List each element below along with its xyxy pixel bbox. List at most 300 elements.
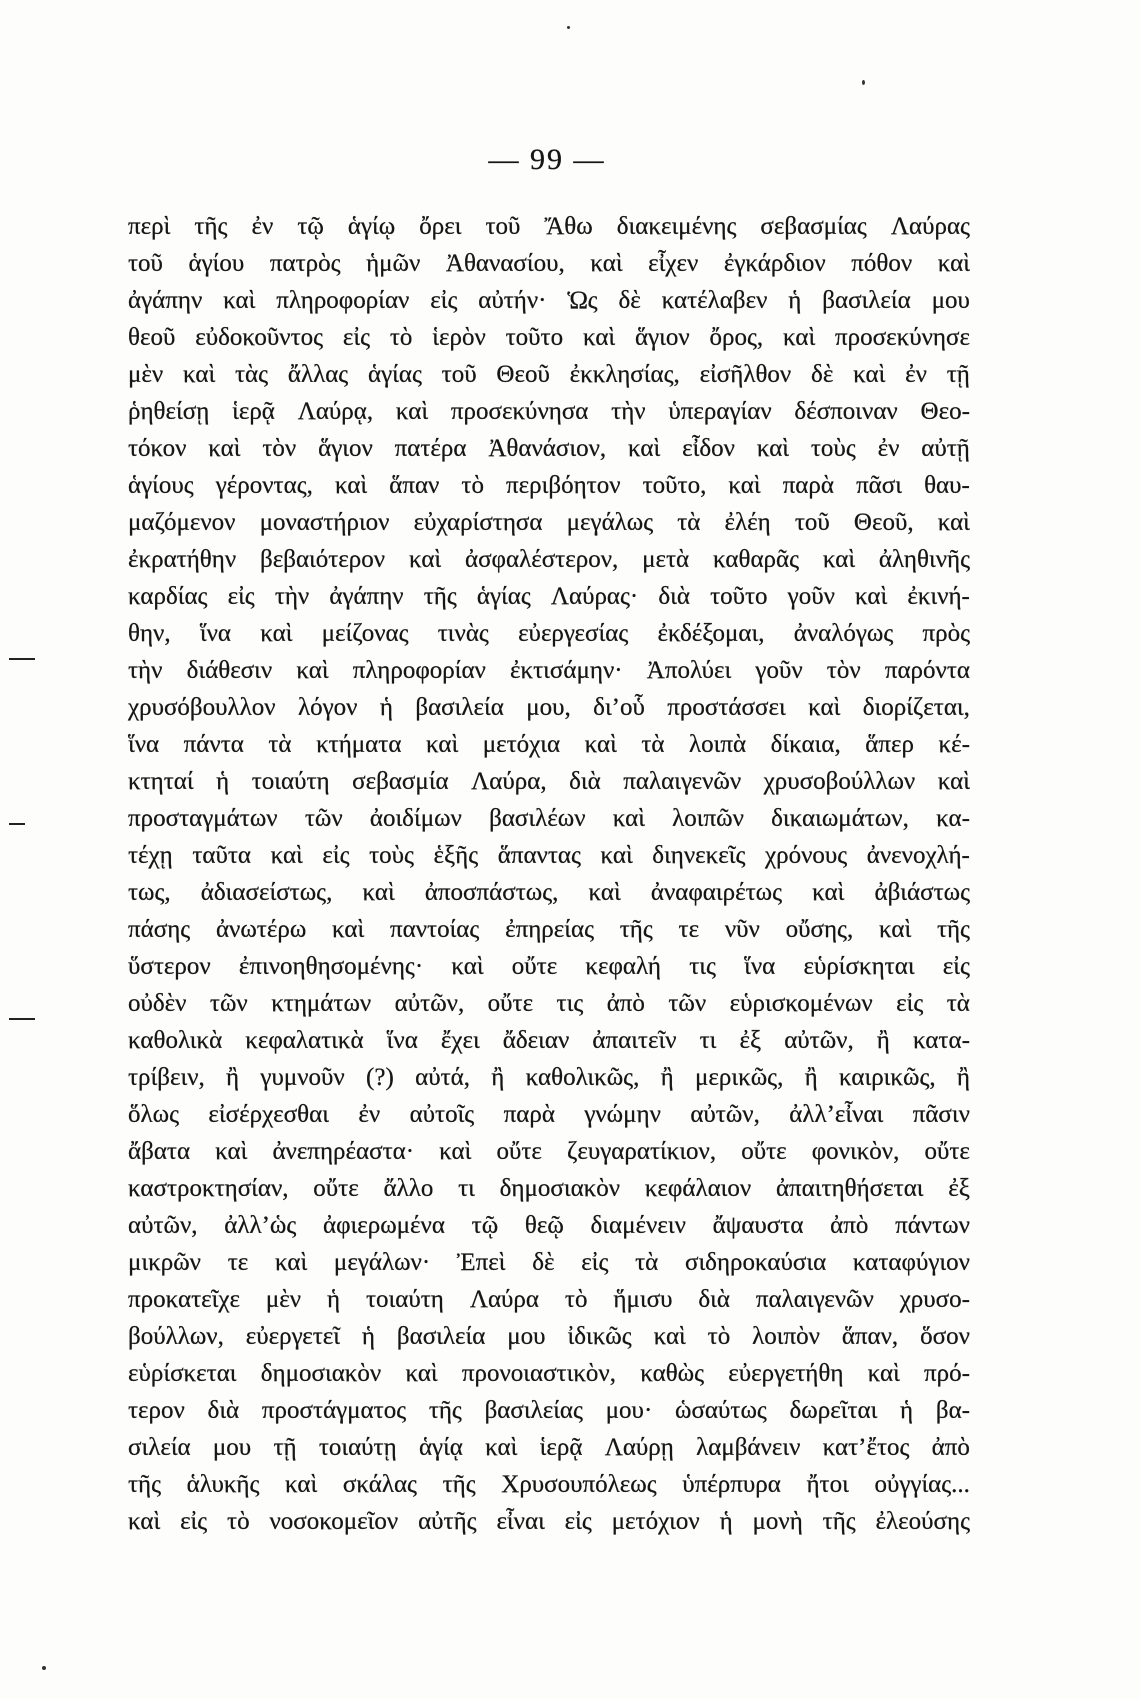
word: εἰς bbox=[896, 990, 924, 1017]
word: διάθεσιν bbox=[186, 657, 273, 684]
word: οὐγγίας... bbox=[874, 1471, 970, 1498]
word: προνοιαστικὸν, bbox=[461, 1360, 616, 1387]
text-line bbox=[128, 911, 970, 948]
word: ἐκινή- bbox=[907, 583, 970, 610]
word: ἢ bbox=[956, 1064, 970, 1091]
word: λόγον bbox=[297, 694, 358, 721]
word: προσεκύνησε bbox=[835, 324, 970, 351]
word: Λαύρα, bbox=[471, 768, 547, 795]
word: τοιαύτῃ bbox=[318, 1434, 397, 1461]
word: ἀληθινῆς bbox=[878, 546, 970, 573]
word: δικαιωμάτων, bbox=[771, 805, 909, 832]
word: ὅσον bbox=[920, 1323, 970, 1350]
word: πάντων bbox=[895, 1212, 970, 1239]
word: καὶ bbox=[128, 1508, 161, 1535]
word: παρὰ bbox=[782, 472, 834, 499]
word: τὰ bbox=[268, 731, 292, 758]
word: προστάγματος bbox=[261, 1397, 407, 1424]
text-line bbox=[128, 800, 970, 837]
text-line bbox=[128, 1133, 970, 1170]
word: ἀλλ’εἶναι bbox=[789, 1101, 884, 1128]
text-line bbox=[128, 356, 970, 393]
word: μετόχιον bbox=[611, 1508, 700, 1535]
word: βασιλεία bbox=[415, 694, 504, 721]
word: ῥηθείσῃ bbox=[128, 398, 210, 425]
word: ἀνενοχλή- bbox=[866, 842, 970, 869]
word: καθὼς bbox=[640, 1360, 705, 1387]
word: ἄλλο bbox=[383, 1175, 434, 1202]
word: ἡ bbox=[379, 694, 393, 721]
scan-speck bbox=[42, 1666, 46, 1670]
word: εἰς bbox=[180, 1508, 208, 1535]
word: ἄδειαν bbox=[502, 1027, 570, 1054]
word: σεβασμία bbox=[352, 768, 449, 795]
text-line bbox=[128, 578, 970, 615]
word: ἁγίας bbox=[476, 583, 531, 610]
word: πᾶσι bbox=[856, 472, 902, 499]
word: ὑπεραγίαν bbox=[668, 398, 772, 425]
word: κατ’ἔτος bbox=[822, 1434, 910, 1461]
word: πληροφορίαν bbox=[276, 287, 410, 314]
word: θαυ- bbox=[924, 472, 970, 499]
word: τοιαύτη bbox=[366, 1286, 444, 1313]
word: βούλλων, bbox=[128, 1323, 224, 1350]
text-line bbox=[128, 1503, 970, 1540]
word: τῆς bbox=[128, 1471, 162, 1498]
word: καὶ bbox=[783, 324, 816, 351]
word: τὰ bbox=[677, 509, 701, 536]
word: τὸ bbox=[389, 324, 413, 351]
word: ὄρος, bbox=[709, 324, 764, 351]
word: κεφάλαιον bbox=[644, 1175, 752, 1202]
word: πρό- bbox=[924, 1360, 970, 1387]
word: ἢ bbox=[660, 1064, 674, 1091]
word: σιλεία bbox=[128, 1434, 191, 1461]
word: διαμένειν bbox=[590, 1212, 686, 1239]
word: αὐτήν· bbox=[478, 287, 547, 314]
text-line bbox=[128, 1170, 970, 1207]
word: τὸν bbox=[826, 657, 861, 684]
word: προστάσσει bbox=[667, 694, 786, 721]
word: ἀγάπην bbox=[329, 583, 404, 610]
word: καὶ bbox=[653, 1323, 686, 1350]
scan-speck bbox=[567, 26, 570, 29]
word: ἀπὸ bbox=[931, 1434, 970, 1461]
word: ἡ bbox=[327, 1286, 341, 1313]
word: οὔτε bbox=[924, 1138, 970, 1165]
body-text bbox=[128, 208, 970, 1540]
word: καρδίας bbox=[128, 583, 208, 610]
text-line bbox=[128, 689, 970, 726]
word: τε bbox=[678, 916, 700, 943]
word: καὶ bbox=[584, 731, 617, 758]
word: μερικῶς, bbox=[695, 1064, 784, 1091]
word: τὸ bbox=[564, 1286, 588, 1313]
word: ἀλλ’ὡς bbox=[224, 1212, 297, 1239]
word: καστροκτησίαν, bbox=[128, 1175, 289, 1202]
text-line bbox=[128, 874, 970, 911]
word: λοιπῶν bbox=[672, 805, 744, 832]
word: ὕστερον bbox=[128, 953, 211, 980]
word: τῷ bbox=[297, 213, 324, 240]
text-line bbox=[128, 430, 970, 467]
word: προσεκύνησα bbox=[450, 398, 589, 425]
word: εἰς bbox=[942, 953, 970, 980]
word: αὐτῶν, bbox=[128, 1212, 198, 1239]
word: προκατεῖχε bbox=[128, 1286, 240, 1313]
text-line bbox=[128, 985, 970, 1022]
word: ἀφιερωμένα bbox=[322, 1212, 445, 1239]
word: ἥμισυ bbox=[613, 1286, 673, 1313]
word: βεβαιότερον bbox=[260, 546, 386, 573]
word: περιβόητον bbox=[506, 472, 621, 499]
word: μεγάλως bbox=[566, 509, 654, 536]
word: καὶ bbox=[728, 472, 761, 499]
word: καὶ bbox=[853, 361, 886, 388]
word: μου, bbox=[526, 694, 571, 721]
word: βασιλεία bbox=[822, 287, 911, 314]
word: τοῦ bbox=[485, 213, 521, 240]
word: τῆς bbox=[428, 1397, 462, 1424]
word: ἡ bbox=[788, 287, 802, 314]
word: καὶ bbox=[405, 1360, 438, 1387]
word: τῶν bbox=[304, 805, 343, 832]
word: Ἀθανασίου, bbox=[445, 250, 565, 277]
word: οὔτε bbox=[496, 1138, 542, 1165]
word: εὑρισκομένων bbox=[729, 990, 873, 1017]
text-line bbox=[128, 1355, 970, 1392]
word: βα- bbox=[935, 1397, 970, 1424]
word: ἁγίας bbox=[368, 361, 422, 388]
word: ἐγκάρδιον bbox=[723, 250, 826, 277]
word: ἀπαιτηθήσεται bbox=[775, 1175, 924, 1202]
text-line bbox=[128, 1429, 970, 1466]
word: τὴν bbox=[128, 657, 163, 684]
word: ἀπὸ bbox=[606, 990, 645, 1017]
text-line bbox=[128, 615, 970, 652]
word: χρυσόβουλλον bbox=[128, 694, 276, 721]
word: καθολικὰ bbox=[128, 1027, 223, 1054]
word: σιδηροκαύσια bbox=[684, 1249, 827, 1276]
word: σκάλας bbox=[342, 1471, 417, 1498]
margin-mark bbox=[9, 823, 25, 825]
word: ἱερᾷ bbox=[232, 398, 275, 425]
word: μου· bbox=[605, 1397, 653, 1424]
word: καθαρᾶς bbox=[713, 546, 800, 573]
text-line bbox=[128, 948, 970, 985]
word: οὔτε bbox=[313, 1175, 359, 1202]
word: οὔτε bbox=[511, 953, 558, 980]
word: παντοίας bbox=[390, 916, 480, 943]
word: ὑπέρπυρα bbox=[682, 1471, 781, 1498]
text-line bbox=[128, 837, 970, 874]
word: ἡ bbox=[361, 1323, 375, 1350]
word: καὶ bbox=[808, 694, 841, 721]
word: ἅγιον bbox=[634, 324, 690, 351]
word: τινὰς bbox=[437, 620, 489, 647]
word: καὶ bbox=[451, 953, 484, 980]
word: καὶ bbox=[582, 324, 616, 351]
word: καὶ bbox=[878, 916, 912, 943]
word: παρόντα bbox=[884, 657, 970, 684]
word: κέ- bbox=[938, 731, 970, 758]
word: ἵνα bbox=[386, 1027, 418, 1054]
word: εὐεργετήθη bbox=[728, 1360, 844, 1387]
word: τε bbox=[227, 1249, 249, 1276]
word: ἔχει bbox=[440, 1027, 480, 1054]
word: Θεοῦ, bbox=[853, 509, 914, 536]
word: κτηταί bbox=[128, 768, 194, 795]
word: καὶ bbox=[756, 435, 790, 462]
word: τις bbox=[689, 953, 716, 980]
word: παλαιγενῶν bbox=[755, 1286, 874, 1313]
word: γέροντας, bbox=[215, 472, 313, 499]
word: δωρεῖται bbox=[789, 1397, 878, 1424]
word: διακειμένης bbox=[616, 213, 737, 240]
word: ἁγίου bbox=[188, 250, 245, 277]
word: εἰς bbox=[227, 583, 255, 610]
word: νοσοκομεῖον bbox=[269, 1508, 399, 1535]
word: ἐν bbox=[877, 435, 900, 462]
word: κτήματα bbox=[316, 731, 402, 758]
word: τῆς bbox=[442, 1471, 476, 1498]
word: μονὴ bbox=[752, 1508, 803, 1535]
margin-mark bbox=[9, 658, 35, 660]
text-line bbox=[128, 1244, 970, 1281]
word: τὰ bbox=[946, 990, 970, 1017]
word: τοῦ bbox=[128, 250, 163, 277]
word: μεγάλων· bbox=[333, 1249, 431, 1276]
word: αὐτά, bbox=[415, 1064, 470, 1091]
text-line bbox=[128, 1392, 970, 1429]
word: ἡ bbox=[900, 1397, 914, 1424]
word: τὸν bbox=[262, 435, 297, 462]
word: αὐτῆς bbox=[418, 1508, 477, 1535]
scan-speck bbox=[862, 80, 865, 85]
word: κατα- bbox=[912, 1027, 970, 1054]
word: τῇ bbox=[273, 1434, 297, 1461]
word: καὶ bbox=[332, 916, 365, 943]
word: ἐν bbox=[358, 1101, 381, 1128]
word: τοὺς bbox=[810, 435, 856, 462]
word: τὰ bbox=[635, 1249, 659, 1276]
word: τρίβειν, bbox=[128, 1064, 205, 1091]
word: ἅπαν bbox=[389, 472, 440, 499]
word: καὶ bbox=[937, 250, 970, 277]
word: καὶ bbox=[362, 879, 395, 906]
text-line bbox=[128, 541, 970, 578]
word: εὐδοκοῦντος bbox=[195, 324, 324, 351]
word: τοιαύτη bbox=[251, 768, 330, 795]
word: ἅπαντας bbox=[497, 842, 581, 869]
word: μετὰ bbox=[642, 546, 690, 573]
word: ἄψαυστα bbox=[712, 1212, 804, 1239]
word: γοῦν bbox=[755, 657, 803, 684]
word: ἢ bbox=[876, 1027, 890, 1054]
word: γοῦν bbox=[787, 583, 835, 610]
word: Ἄθω bbox=[544, 213, 593, 240]
word: πληροφορίαν bbox=[352, 657, 486, 684]
word: τῇ bbox=[946, 361, 970, 388]
word: εἶχεν bbox=[648, 250, 699, 277]
word: μου bbox=[931, 287, 970, 314]
word: Λαύρας· bbox=[550, 583, 639, 610]
word: τως, bbox=[128, 879, 171, 906]
word: καὶ bbox=[334, 472, 368, 499]
word: καὶ bbox=[274, 1249, 308, 1276]
word: αὐτῶν, bbox=[784, 1027, 854, 1054]
word: εἰς bbox=[342, 324, 371, 351]
word: ἐλεούσης bbox=[875, 1508, 970, 1535]
word: ἀβιάστως bbox=[874, 879, 970, 906]
word: τῶν bbox=[209, 990, 248, 1017]
word: Λαύρας bbox=[890, 213, 970, 240]
word: καὶ bbox=[223, 287, 256, 314]
word: Θεοῦ bbox=[496, 361, 550, 388]
word: κα- bbox=[936, 805, 970, 832]
word: εἰς bbox=[581, 1249, 609, 1276]
word: αὐτῶν, bbox=[690, 1101, 760, 1128]
word: ἐλέη bbox=[724, 509, 771, 536]
word: ὡσαύτως bbox=[674, 1397, 767, 1424]
word: ἰδικῶς bbox=[567, 1323, 632, 1350]
word: τι bbox=[458, 1175, 475, 1202]
word: ἢ bbox=[226, 1064, 240, 1091]
word: μὲν bbox=[265, 1286, 302, 1313]
word: ἤτοι bbox=[806, 1471, 849, 1498]
word: Λαύρῃ bbox=[604, 1434, 674, 1461]
word: καιρικῶς, bbox=[839, 1064, 936, 1091]
word: τῆς bbox=[194, 213, 228, 240]
word: τὰς bbox=[235, 361, 269, 388]
word: οὔτε bbox=[487, 990, 534, 1017]
word: διορίζεται, bbox=[862, 694, 970, 721]
word: πατέρα bbox=[394, 435, 467, 462]
word: ἐπινοηθησομένης· bbox=[238, 953, 424, 980]
word: δὲ bbox=[811, 361, 834, 388]
word: καὶ bbox=[855, 583, 888, 610]
text-line bbox=[128, 319, 970, 356]
word: βασιλέων bbox=[489, 805, 586, 832]
word: εἶδον bbox=[682, 435, 735, 462]
word: ἀπὸ bbox=[830, 1212, 869, 1239]
word: πατρὸς bbox=[269, 250, 341, 277]
word: πρὸς bbox=[922, 620, 970, 647]
word: διηνεκεῖς bbox=[652, 842, 746, 869]
word: ἐπηρείας bbox=[505, 916, 594, 943]
word: ἁγίους bbox=[128, 472, 194, 499]
word: Λαύρα bbox=[469, 1286, 539, 1313]
word: Ἀθανάσιον, bbox=[488, 435, 607, 462]
word: εὐεργετεῖ bbox=[245, 1323, 341, 1350]
word: ἐν bbox=[905, 361, 927, 388]
word: εὑρίσκηται bbox=[803, 953, 915, 980]
word: οὔτε bbox=[741, 1138, 787, 1165]
word: αὐτοῖς bbox=[409, 1101, 475, 1128]
word: ἅπερ bbox=[865, 731, 914, 758]
word: εἰς bbox=[322, 842, 350, 869]
text-line bbox=[128, 282, 970, 319]
word: διὰ bbox=[569, 768, 601, 795]
word: μου bbox=[507, 1323, 546, 1350]
word: Θεο- bbox=[920, 398, 970, 425]
word: δι’οὗ bbox=[593, 694, 645, 721]
text-line bbox=[128, 1466, 970, 1503]
word: ἐκκλησίας, bbox=[569, 361, 680, 388]
word: τῆς bbox=[423, 583, 457, 610]
word: κτημάτων bbox=[271, 990, 372, 1017]
word: Ἀπολύει bbox=[646, 657, 732, 684]
text-line bbox=[128, 1022, 970, 1059]
word: σεβασμίας bbox=[760, 213, 867, 240]
text-line bbox=[128, 1318, 970, 1355]
word: τοῦτο bbox=[710, 583, 768, 610]
word: καὶ bbox=[867, 1360, 900, 1387]
word: χρόνους bbox=[765, 842, 848, 869]
word: λαμβάνειν bbox=[696, 1434, 801, 1461]
text-line bbox=[128, 652, 970, 689]
word: τοῦτο bbox=[505, 324, 564, 351]
text-line bbox=[128, 245, 970, 282]
word: καὶ bbox=[588, 879, 621, 906]
word: χρυσοβούλλων bbox=[763, 768, 916, 795]
word: γυμνοῦν bbox=[260, 1064, 345, 1091]
word: Ὡς bbox=[567, 287, 598, 314]
word: τερον bbox=[128, 1397, 185, 1424]
word: ἵνα bbox=[744, 953, 776, 980]
page-number: — 99 — bbox=[488, 143, 606, 176]
word: ἵνα bbox=[199, 620, 231, 647]
word: (?) bbox=[366, 1064, 394, 1091]
word: ταῦτα bbox=[192, 842, 251, 869]
word: καὶ bbox=[612, 805, 645, 832]
word: καὶ bbox=[590, 250, 623, 277]
word: πόθον bbox=[851, 250, 913, 277]
text-line bbox=[128, 208, 970, 245]
word: εἶναι bbox=[496, 1508, 545, 1535]
word: ἄβατα bbox=[128, 1138, 191, 1165]
word: ἁγίῳ bbox=[347, 213, 396, 240]
word: ζευγαρατίκιον, bbox=[567, 1138, 717, 1165]
word: πάσης bbox=[128, 916, 191, 943]
word: ἀγάπην bbox=[128, 287, 203, 314]
word: ὄρει bbox=[419, 213, 462, 240]
word: ἡ bbox=[216, 768, 230, 795]
word: ἐξ bbox=[948, 1175, 970, 1202]
word: ἑξῆς bbox=[433, 842, 479, 869]
word: εὑρίσκεται bbox=[128, 1360, 237, 1387]
word: μείζονας bbox=[321, 620, 409, 647]
word: καὶ bbox=[628, 435, 661, 462]
word: καὶ bbox=[395, 398, 429, 425]
word: ἅπαν, bbox=[841, 1323, 899, 1350]
word: καὶ bbox=[822, 546, 856, 573]
word: τὴν bbox=[274, 583, 310, 610]
margin-mark bbox=[9, 1018, 35, 1020]
word: καὶ bbox=[296, 657, 329, 684]
word: τῶν bbox=[668, 990, 707, 1017]
word: καὶ bbox=[937, 509, 970, 536]
word: καὶ bbox=[408, 546, 442, 573]
word: ἀνεπηρέαστα· bbox=[272, 1138, 415, 1165]
word: καὶ bbox=[270, 842, 303, 869]
word: τὴν bbox=[611, 398, 646, 425]
word: ἡ bbox=[719, 1508, 733, 1535]
word: ἀνωτέρω bbox=[215, 916, 307, 943]
word: ἀναλόγως bbox=[793, 620, 894, 647]
word: τόκον bbox=[128, 435, 187, 462]
text-line bbox=[128, 726, 970, 763]
